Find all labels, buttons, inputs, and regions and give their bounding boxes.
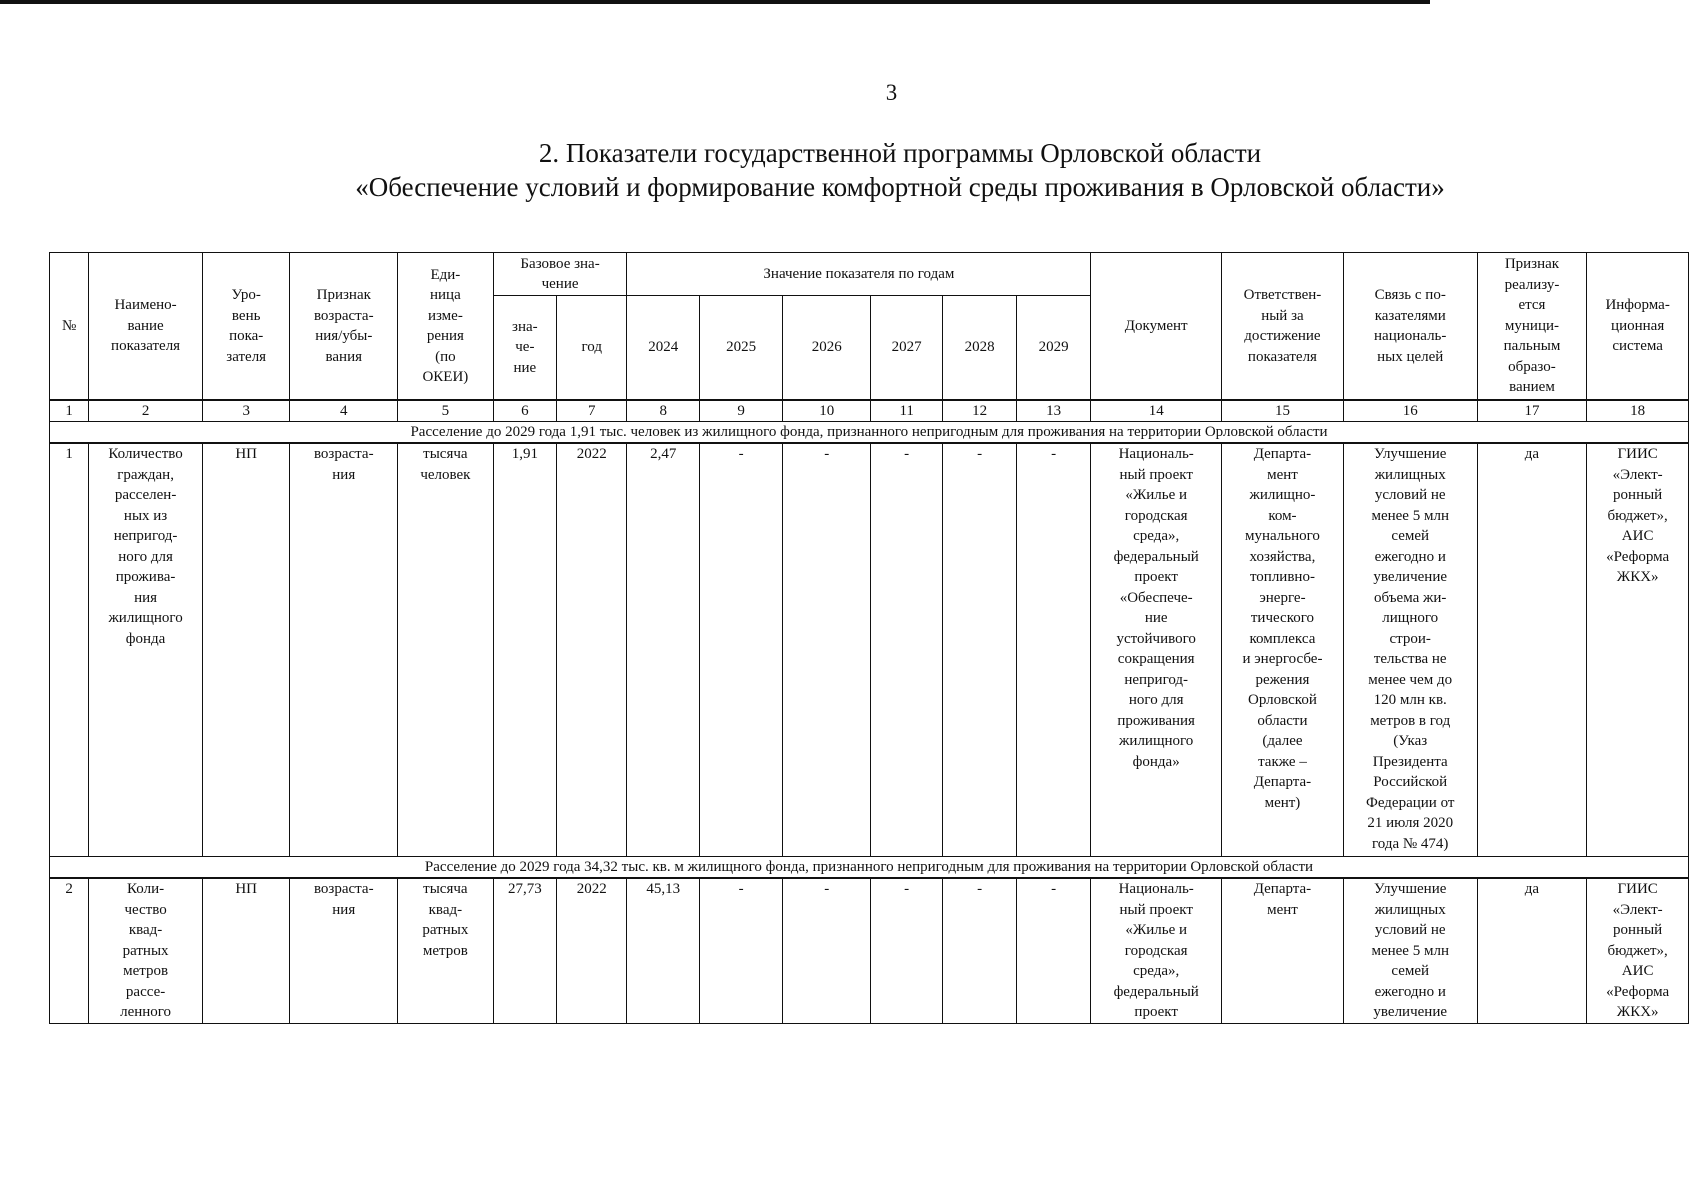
- cell-value-2026: -: [783, 878, 871, 1023]
- cell-name: Коли- чество квад- ратных метров рассе- ленного: [89, 878, 203, 1023]
- title-line-1: 2. Показатели государственной программы Орловской области: [538, 138, 1262, 168]
- header-base-value: зна- че- ние: [493, 296, 556, 401]
- section-heading: Расселение до 2029 года 34,32 тыс. кв. м жилищного фонда, признанного непригодным для проживания на территории Орловской области: [50, 857, 1689, 879]
- header-level: Уро- вень пока- зателя: [202, 253, 290, 401]
- cell-base-year: 2022: [557, 878, 627, 1023]
- header-trend: Признак возраста- ния/убы- вания: [290, 253, 398, 401]
- cell-responsible: Департа- мент: [1222, 878, 1344, 1023]
- cell-base-year: 2022: [557, 443, 627, 857]
- cell-unit: тысяча квад- ратных метров: [398, 878, 494, 1023]
- cell-value-2026: -: [783, 443, 871, 857]
- header-row-1: [50, 253, 1689, 296]
- cell-unit: тысяча человек: [398, 443, 494, 857]
- header-year: 2028: [943, 296, 1016, 401]
- section-heading-row: [50, 422, 1689, 444]
- cell-value-2029: -: [1016, 878, 1090, 1023]
- header-base-year: год: [557, 296, 627, 401]
- column-number: 8: [627, 400, 699, 422]
- top-rule: [0, 0, 1430, 4]
- cell-document: Националь- ный проект «Жилье и городская среда», федеральный проект: [1091, 878, 1222, 1023]
- header-year: 2026: [783, 296, 871, 401]
- cell-trend: возраста- ния: [290, 878, 398, 1023]
- header-num: №: [50, 253, 89, 401]
- column-number: 13: [1016, 400, 1090, 422]
- header-year: 2025: [699, 296, 783, 401]
- cell-level: НП: [202, 443, 290, 857]
- column-number: 1: [50, 400, 89, 422]
- cell-value-2024: 45,13: [627, 878, 699, 1023]
- column-number: 15: [1222, 400, 1344, 422]
- column-number: 9: [699, 400, 783, 422]
- cell-value-2024: 2,47: [627, 443, 699, 857]
- column-number: 10: [783, 400, 871, 422]
- cell-name: Количество граждан, расселен- ных из непригод- ного для прожива- ния жилищного фонда: [89, 443, 203, 857]
- column-number: 7: [557, 400, 627, 422]
- cell-document: Националь- ный проект «Жилье и городская среда», федеральный проект «Обеспече- ние устойчивого сокращения непригод- ного для проживания жилищного фонда»: [1091, 443, 1222, 857]
- column-number: 2: [89, 400, 203, 422]
- column-number: 18: [1587, 400, 1689, 422]
- header-document: Документ: [1091, 253, 1222, 401]
- cell-value-2027: -: [870, 878, 942, 1023]
- header-municipal: Признак реализу- ется муници- пальным образо- ванием: [1477, 253, 1587, 401]
- cell-base-value: 1,91: [493, 443, 556, 857]
- section-heading-row: [50, 857, 1689, 879]
- cell-responsible: Департа- мент жилищно- ком- мунального хозяйства, топливно- энерге- тического комплекса и энергосбе- режения Орловской области (далее также – Департа- мент): [1222, 443, 1344, 857]
- cell-trend: возраста- ния: [290, 443, 398, 857]
- column-number: 3: [202, 400, 290, 422]
- column-number: 11: [870, 400, 942, 422]
- header-unit: Еди- ница изме- рения (по ОКЕИ): [398, 253, 494, 401]
- header-year: 2029: [1016, 296, 1090, 401]
- header-years-group: Значение показателя по годам: [627, 253, 1091, 296]
- header-national-goals: Связь с по- казателями националь- ных целей: [1343, 253, 1477, 401]
- header-year: 2024: [627, 296, 699, 401]
- cell-base-value: 27,73: [493, 878, 556, 1023]
- header-name: Наимено- вание показателя: [89, 253, 203, 401]
- cell-level: НП: [202, 878, 290, 1023]
- cell-value-2028: -: [943, 878, 1016, 1023]
- column-number-row: [50, 400, 1689, 422]
- header-info-system: Информа- ционная система: [1587, 253, 1689, 401]
- cell-info-system: ГИИС «Элект- ронный бюджет», АИС «Реформа ЖКХ»: [1587, 443, 1689, 857]
- table-row: [50, 443, 1689, 857]
- header-year: 2027: [870, 296, 942, 401]
- column-number: 12: [943, 400, 1016, 422]
- indicators-table: [49, 252, 1689, 1024]
- cell-national-goals: Улучшение жилищных условий не менее 5 млн семей ежегодно и увеличение: [1343, 878, 1477, 1023]
- column-number: 17: [1477, 400, 1587, 422]
- cell-info-system: ГИИС «Элект- ронный бюджет», АИС «Реформа ЖКХ»: [1587, 878, 1689, 1023]
- column-number: 5: [398, 400, 494, 422]
- cell-value-2025: -: [699, 878, 783, 1023]
- section-heading: Расселение до 2029 года 1,91 тыс. человек из жилищного фонда, признанного непригодным для проживания на территории Орловской области: [50, 422, 1689, 444]
- cell-value-2025: -: [699, 443, 783, 857]
- title-line-2: «Обеспечение условий и формирование комфортной среды проживания в Орловской области»: [355, 172, 1445, 202]
- column-number: 6: [493, 400, 556, 422]
- cell-municipal: да: [1477, 443, 1587, 857]
- header-responsible: Ответствен- ный за достижение показателя: [1222, 253, 1344, 401]
- column-number: 16: [1343, 400, 1477, 422]
- cell-value-2029: -: [1016, 443, 1090, 857]
- cell-num: 1: [50, 443, 89, 857]
- page-number: 3: [885, 80, 898, 105]
- document-title: [300, 136, 1500, 204]
- cell-num: 2: [50, 878, 89, 1023]
- cell-value-2027: -: [870, 443, 942, 857]
- cell-municipal: да: [1477, 878, 1587, 1023]
- column-number: 4: [290, 400, 398, 422]
- cell-national-goals: Улучшение жилищных условий не менее 5 млн семей ежегодно и увеличение объема жи- лищного строи- тельства не менее чем до 120 млн кв. метров в год (Указ Президента Российской Федерации от 21 июля 2020 года № 474): [1343, 443, 1477, 857]
- cell-value-2028: -: [943, 443, 1016, 857]
- column-number: 14: [1091, 400, 1222, 422]
- header-base-group: Базовое зна- чение: [493, 253, 627, 296]
- table-row: [50, 878, 1689, 1023]
